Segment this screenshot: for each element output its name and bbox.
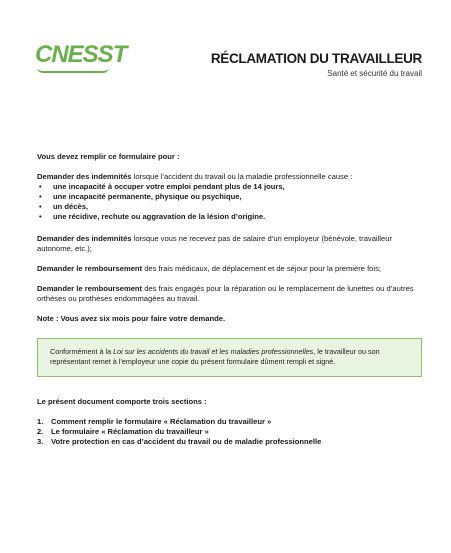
- notice-pre: Conformément à la: [50, 347, 114, 356]
- block3-rest: des frais médicaux, de déplacement et de séjour pour la première fois;: [142, 264, 382, 273]
- block1-bullet-list: [37, 182, 422, 222]
- block2-lead-bold: Demander des indemnités: [37, 234, 132, 243]
- notice-post: , le travailleur ou son représentant remet à l’employeur une copie du présent formulaire dûment rempli et signé.: [50, 347, 380, 366]
- block4-paragraph: [37, 284, 422, 304]
- section-number: 2.: [37, 427, 44, 436]
- list-item: [37, 417, 422, 427]
- block3-paragraph: [37, 264, 422, 274]
- list-item: • un décès,: [37, 202, 422, 212]
- cnesst-logo: CNESST: [35, 41, 127, 68]
- list-item: [37, 427, 422, 437]
- deadline-note: Note : Vous avez six mois pour faire votre demande.: [37, 314, 226, 323]
- section-number: 1.: [37, 417, 44, 426]
- intro-text: Vous devez remplir ce formulaire pour :: [37, 152, 180, 161]
- section-text: Votre protection en cas d’accident du travail ou de maladie professionnelle: [51, 437, 322, 446]
- form-title: RÉCLAMATION DU TRAVAILLEUR: [210, 51, 422, 66]
- law-title: Loi sur les accidents du travail et les maladies professionnelles: [113, 347, 314, 356]
- block1-lead: [37, 172, 422, 182]
- block2-paragraph: [37, 234, 422, 254]
- list-item: [37, 437, 422, 447]
- section-text: Comment remplir le formulaire « Réclamation du travailleur »: [51, 417, 272, 426]
- sections-intro: Le présent document comporte trois sections :: [37, 397, 207, 406]
- list-item: • une récidive, rechute ou aggravation de la lésion d’origine.: [37, 212, 422, 222]
- list-item: • une incapacité à occuper votre emploi pendant plus de 14 jours,: [37, 182, 422, 192]
- form-subtitle: Santé et sécurité du travail: [327, 69, 422, 78]
- block1-lead-rest: lorsque l’accident du travail ou la maladie professionnelle cause :: [131, 172, 353, 181]
- sections-list: [37, 417, 422, 447]
- legal-notice-box: [37, 338, 422, 377]
- block4-rest: des frais engagés pour la réparation ou le remplacement de lunettes ou d’autres orthèses ou prothèses endommagées au travail.: [37, 284, 414, 303]
- block4-lead-bold: Demander le remboursement: [37, 284, 143, 293]
- block1-lead-bold: Demander des indemnités: [37, 172, 132, 181]
- block2-rest: lorsque vous ne recevez pas de salaire d’un employeur (bénévole, travailleur autonome, etc.);: [37, 234, 392, 253]
- list-item: • une incapacité permanente, physique ou psychique,: [37, 192, 422, 202]
- logo-swoosh-icon: [37, 67, 109, 73]
- block3-lead-bold: Demander le remboursement: [37, 264, 143, 273]
- section-text: Le formulaire « Réclamation du travailleur »: [51, 427, 209, 436]
- section-number: 3.: [37, 437, 44, 446]
- document-body: [37, 152, 422, 447]
